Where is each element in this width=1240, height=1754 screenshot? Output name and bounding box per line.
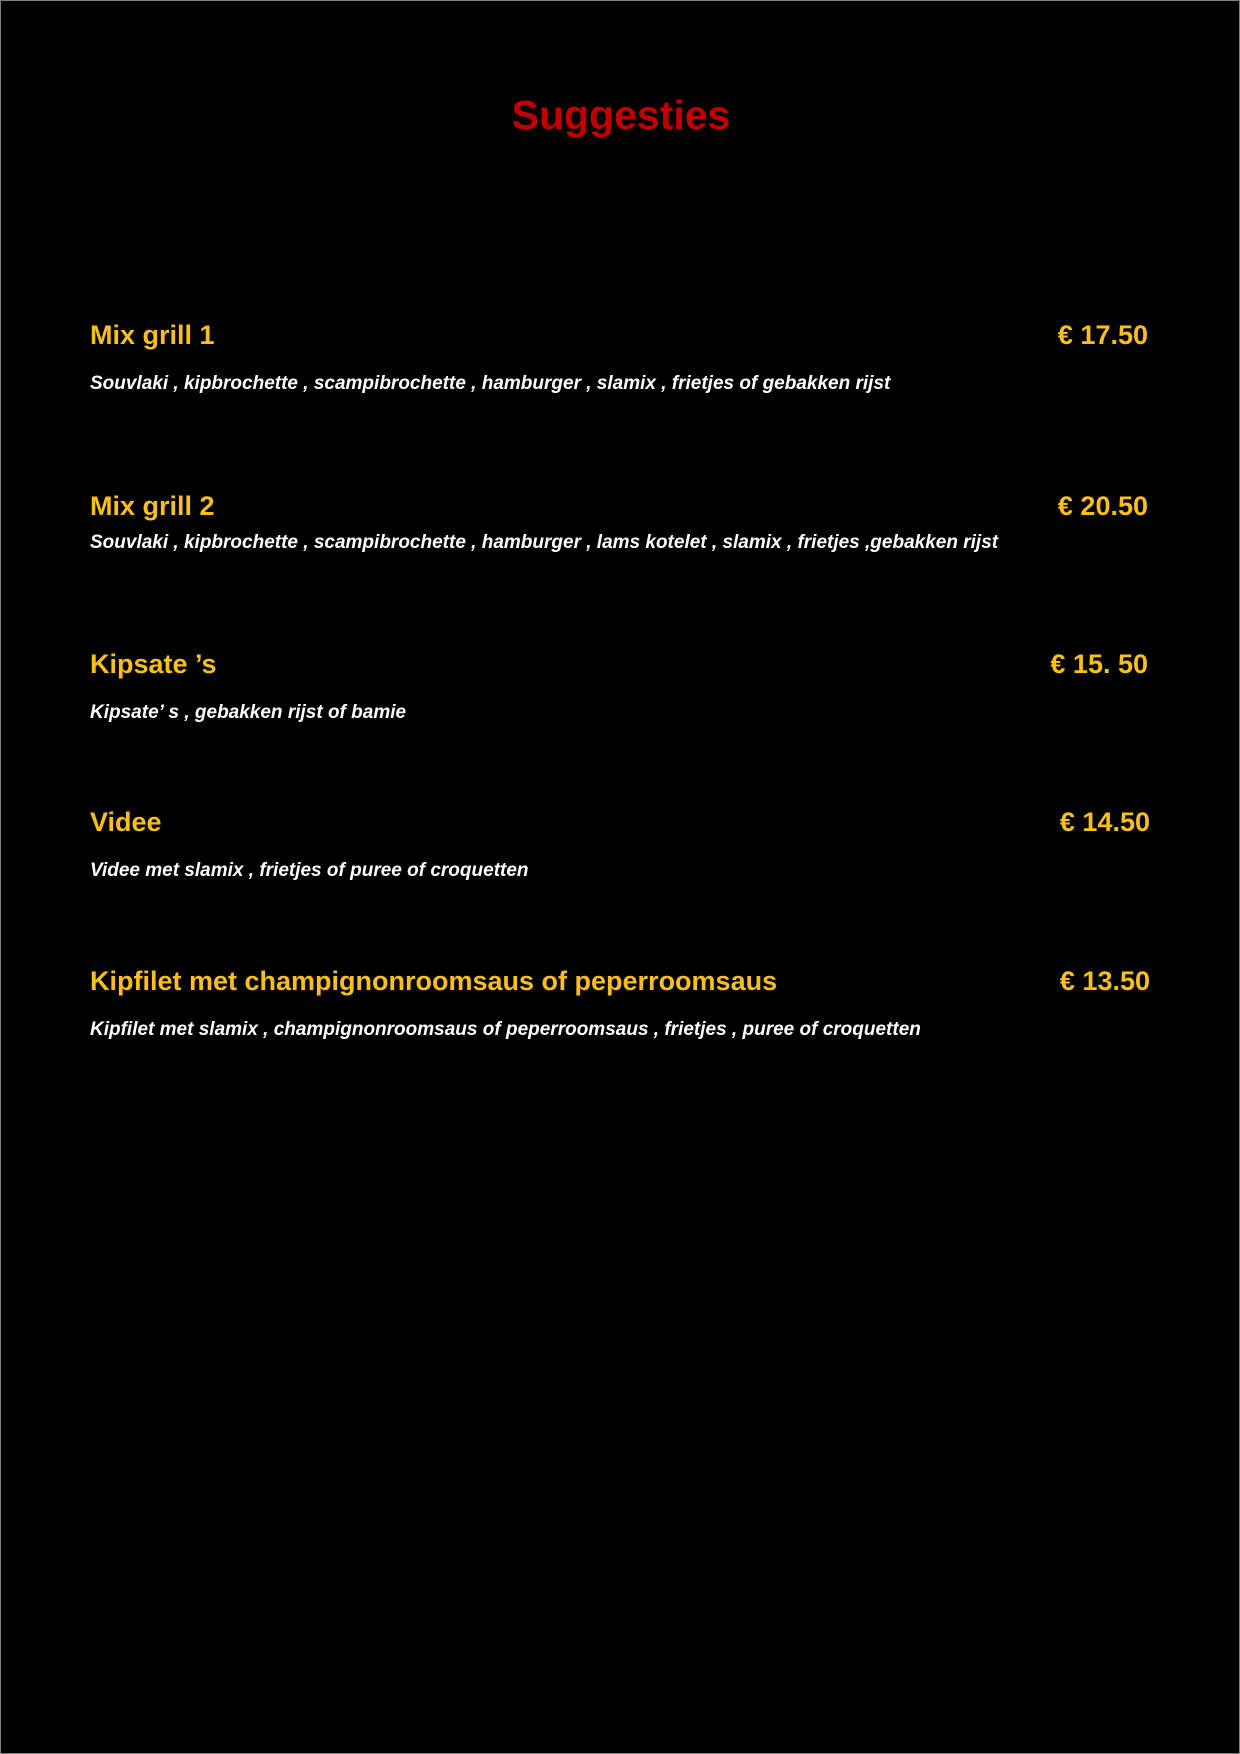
- menu-item-name: Kipsate ’s: [90, 649, 217, 679]
- menu-item-price: € 17.50: [1057, 320, 1148, 350]
- menu-item-kipfilet: [90, 961, 1160, 1043]
- menu-item-kipsates: [90, 644, 1160, 726]
- menu-item-price: € 20.50: [1057, 491, 1148, 521]
- menu-item-header: [90, 961, 1160, 1001]
- menu-item-header: [90, 802, 1160, 842]
- menu-item-mix-grill-2: [90, 486, 1160, 556]
- menu-item-header: [90, 315, 1160, 355]
- menu-item-name: Mix grill 1: [90, 320, 215, 350]
- page-title: Suggesties: [511, 92, 731, 138]
- menu-item-name: Videe: [90, 807, 162, 837]
- menu-item-description: Souvlaki , kipbrochette , scampibrochette , hamburger , lams kotelet , slamix , frietjes ,gebakken rijst: [90, 532, 999, 553]
- menu-item-videe: [90, 802, 1160, 884]
- menu-item-name: Kipfilet met champignonroomsaus of peperroomsaus: [90, 966, 778, 996]
- menu-item-description: Souvlaki , kipbrochette , scampibrochette , hamburger , slamix , frietjes of gebakken rijst: [90, 373, 891, 394]
- menu-item-mix-grill-1: [90, 315, 1160, 397]
- menu-item-header: [90, 486, 1160, 526]
- menu-item-price: € 13.50: [1059, 966, 1150, 996]
- menu-item-price: € 15. 50: [1050, 649, 1148, 679]
- menu-item-name: Mix grill 2: [90, 491, 215, 521]
- menu-item-description: Videe met slamix , frietjes of puree of croquetten: [90, 860, 529, 881]
- menu-item-description: Kipsate’ s , gebakken rijst of bamie: [90, 702, 407, 723]
- menu-item-header: [90, 644, 1160, 684]
- menu-item-price: € 14.50: [1059, 807, 1150, 837]
- menu-item-description: Kipfilet met slamix , champignonroomsaus of peperroomsaus , frietjes , puree of croquetten: [90, 1019, 921, 1040]
